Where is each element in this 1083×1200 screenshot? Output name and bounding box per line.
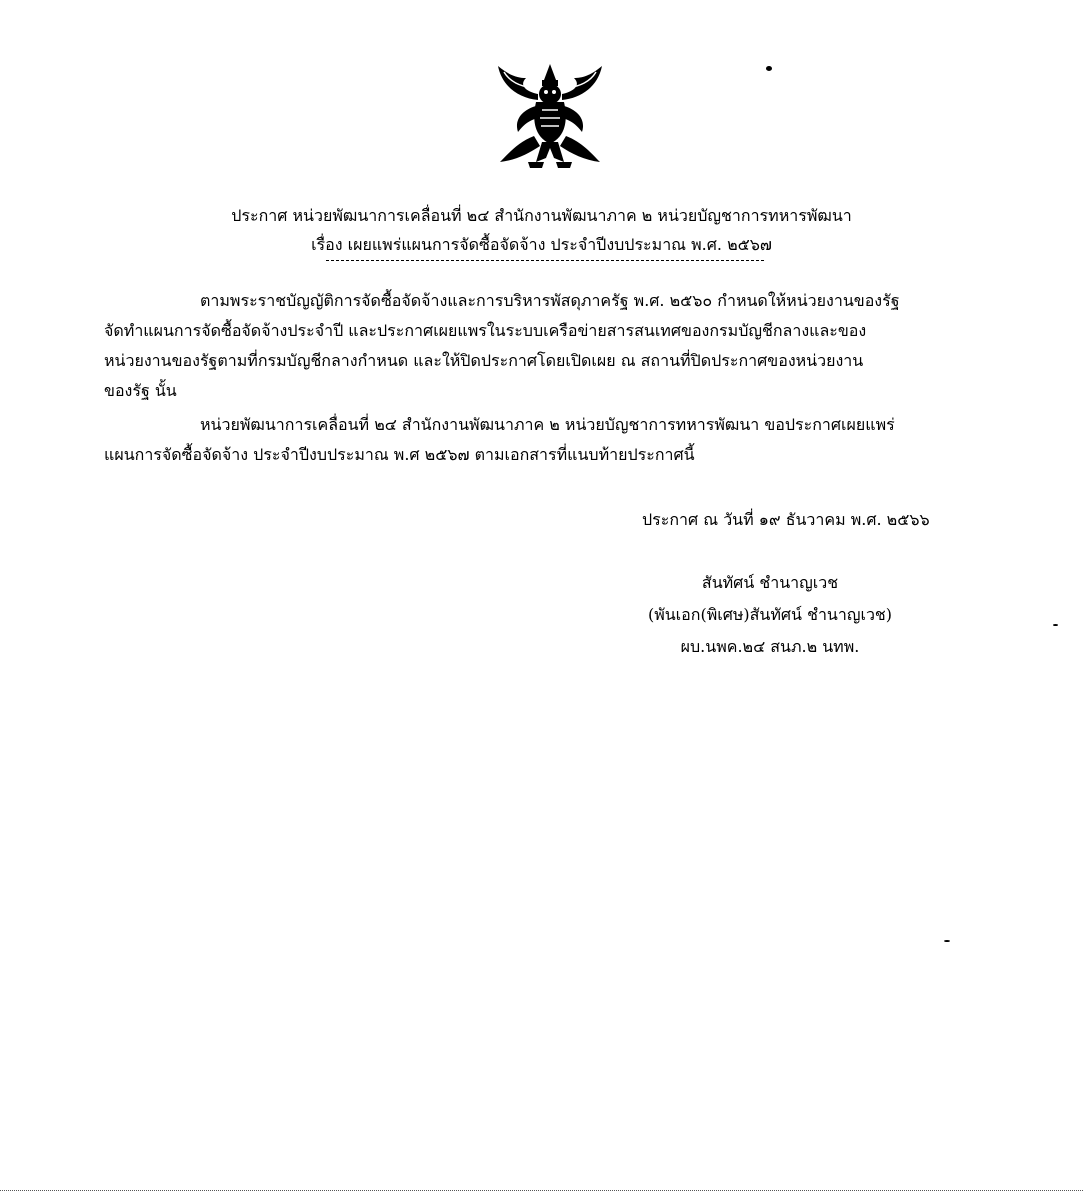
paragraph-2-line-1: หน่วยพัฒนาการเคลื่อนที่ ๒๔ สำนักงานพัฒนาภาค ๒ หน่วยบัญชาการทหารพัฒนา ขอประกาศเผยแพร่ [200, 415, 895, 434]
scan-speck [944, 940, 950, 942]
announcement-date: ประกาศ ณ วันที่ ๑๙ ธันวาคม พ.ศ. ๒๕๖๖ [642, 510, 930, 529]
paragraph-1-line-4: ของรัฐ นั้น [104, 381, 177, 400]
announcement-title: ประกาศ หน่วยพัฒนาการเคลื่อนที่ ๒๔ สำนักงานพัฒนาภาค ๒ หน่วยบัญชาการทหารพัฒนา [231, 206, 852, 225]
scan-speck [766, 66, 772, 71]
scan-speck [1053, 624, 1058, 626]
paragraph-2-line-2: แผนการจัดซื้อจัดจ้าง ประจำปีงบประมาณ พ.ศ ๒๕๖๗ ตามเอกสารที่แนบท้ายประกาศนี้ [104, 445, 695, 464]
signer-position: ผบ.นพค.๒๔ สนภ.๒ นทพ. [680, 637, 860, 656]
scan-edge-line [0, 1190, 1083, 1191]
announcement-subject: เรื่อง เผยแพร่แผนการจัดซื้อจัดจ้าง ประจำปีงบประมาณ พ.ศ. ๒๕๖๗ [311, 235, 772, 254]
paragraph-1-line-2: จัดทำแผนการจัดซื้อจัดจ้างประจำปี และประกาศเผยแพรในระบบเครือข่ายสารสนเทศของกรมบัญชีกลางและของ [104, 321, 867, 340]
signer-full-name: (พันเอก(พิเศษ)สันทัศน์ ชำนาญเวช) [647, 605, 893, 624]
paragraph-1-line-1: ตามพระราชบัญญัติการจัดซื้อจัดจ้างและการบริหารพัสดุภาครัฐ พ.ศ. ๒๕๖๐ กำหนดให้หน่วยงานของรัฐ [200, 291, 900, 310]
paragraph-1-line-3: หน่วยงานของรัฐตามที่กรมบัญชีกลางกำหนด และให้ปิดประกาศโดยเปิดเผย ณ สถานที่ปิดประกาศของหน่วยงาน [104, 351, 864, 370]
signature-block [610, 567, 930, 663]
title-divider [326, 260, 764, 261]
garuda-emblem-icon [488, 58, 612, 178]
signed-name: สันทัศน์ ชำนาญเวช [701, 573, 839, 592]
